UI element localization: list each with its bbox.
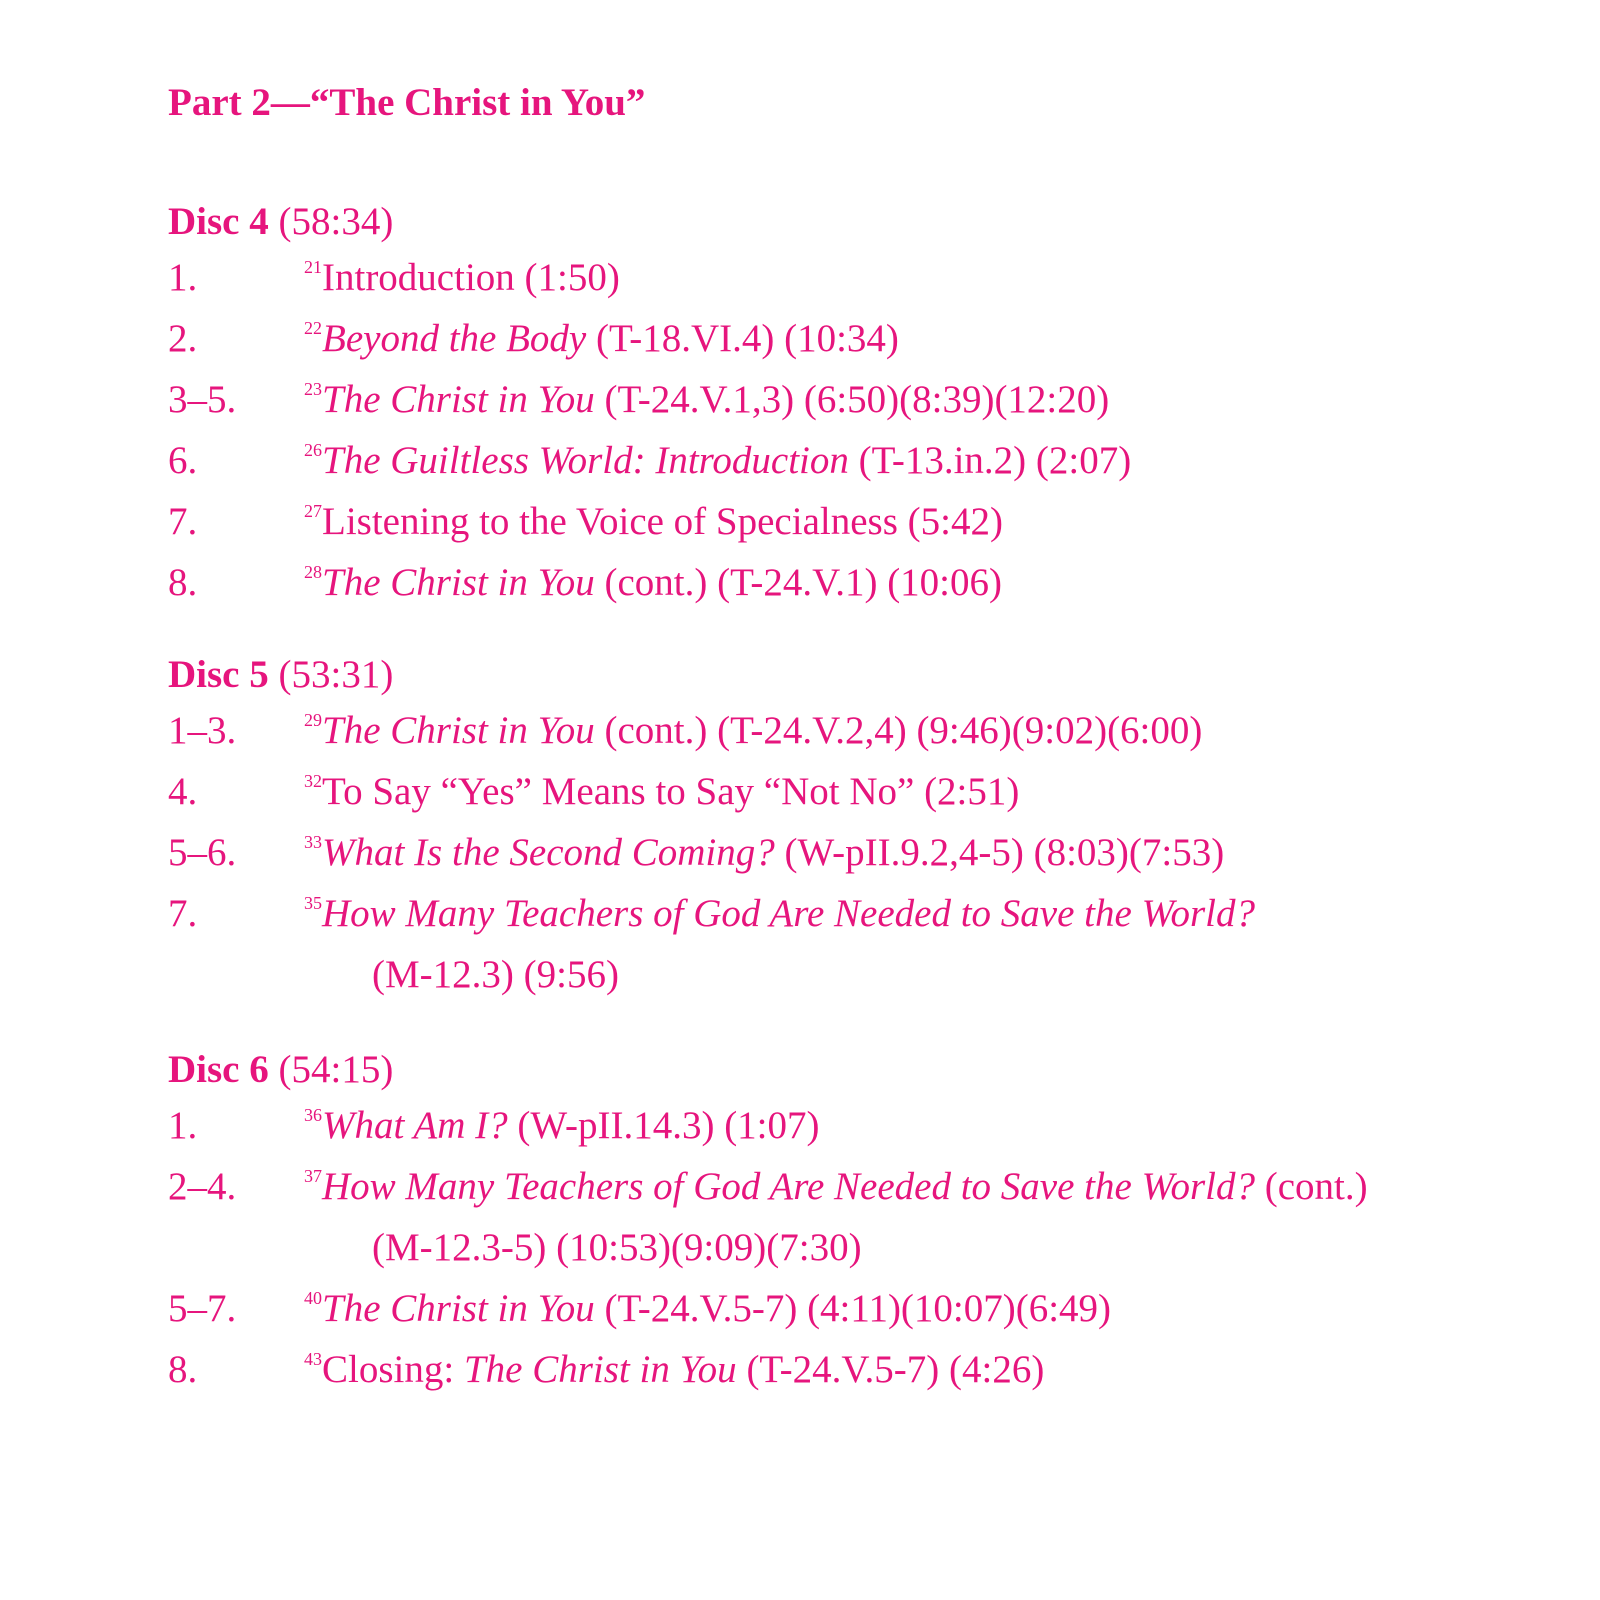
track-entry bbox=[304, 552, 1002, 620]
disc-duration: (53:31) bbox=[278, 653, 394, 696]
track-row bbox=[168, 369, 1568, 430]
track-row bbox=[168, 247, 1568, 308]
reference-number: 32 bbox=[304, 771, 322, 791]
track-number: 1. bbox=[168, 256, 198, 299]
track-entry bbox=[304, 369, 1109, 437]
reference-number: 43 bbox=[304, 1349, 322, 1369]
track-title-italic: What Is the Second Coming? bbox=[322, 831, 775, 874]
track-row bbox=[168, 308, 1568, 369]
reference-number: 37 bbox=[304, 1166, 322, 1186]
reference-number: 28 bbox=[304, 562, 322, 582]
track-number: 5–7. bbox=[168, 1287, 237, 1330]
disc-header bbox=[168, 1045, 1568, 1095]
track-text: To Say “Yes” Means to Say “Not No” (2:51) bbox=[322, 770, 1020, 813]
track-title-italic: The Guiltless World: Introduction bbox=[322, 439, 849, 482]
disc-label: Disc 6 bbox=[168, 1048, 269, 1091]
track-entry bbox=[304, 430, 1131, 498]
disc-5-section bbox=[168, 650, 1568, 1005]
track-entry bbox=[304, 1095, 820, 1163]
track-title-italic: The Christ in You bbox=[322, 1287, 595, 1330]
reference-number: 36 bbox=[304, 1105, 322, 1125]
disc-4-section bbox=[168, 197, 1568, 613]
track-number: 7. bbox=[168, 892, 198, 935]
track-number: 8. bbox=[168, 561, 198, 604]
track-row bbox=[168, 491, 1568, 552]
track-text: (T-24.V.1,3) (6:50)(8:39)(12:20) bbox=[594, 378, 1110, 421]
track-entry bbox=[304, 1278, 1111, 1346]
track-row bbox=[168, 761, 1568, 822]
reference-number: 27 bbox=[304, 501, 322, 521]
track-title-italic: The Christ in You bbox=[322, 561, 595, 604]
track-row bbox=[168, 1339, 1568, 1400]
track-row bbox=[168, 883, 1568, 944]
track-number: 4. bbox=[168, 770, 198, 813]
track-title-italic: The Christ in You bbox=[463, 1348, 737, 1391]
track-title-italic: Beyond the Body bbox=[322, 317, 587, 360]
track-row bbox=[168, 552, 1568, 613]
disc-label: Disc 5 bbox=[168, 653, 269, 696]
track-entry bbox=[304, 822, 1224, 890]
reference-number: 33 bbox=[304, 832, 322, 852]
track-entry bbox=[304, 761, 1019, 829]
track-entry bbox=[304, 308, 899, 376]
track-text: (T-24.V.5-7) (4:26) bbox=[736, 1348, 1045, 1391]
track-row bbox=[168, 822, 1568, 883]
track-number: 7. bbox=[168, 500, 198, 543]
track-entry bbox=[304, 247, 620, 315]
disc-6-section bbox=[168, 1045, 1568, 1400]
track-text: (cont.) bbox=[1255, 1165, 1368, 1208]
track-title-italic: The Christ in You bbox=[322, 709, 595, 752]
disc-header bbox=[168, 197, 1568, 247]
track-entry bbox=[304, 700, 1202, 768]
track-row bbox=[168, 1156, 1568, 1217]
disc-duration: (54:15) bbox=[278, 1048, 394, 1091]
track-text: Introduction (1:50) bbox=[322, 256, 620, 299]
track-number: 5–6. bbox=[168, 831, 237, 874]
reference-number: 29 bbox=[304, 710, 322, 730]
part-title: Part 2—“The Christ in You” bbox=[168, 81, 646, 124]
track-number: 1. bbox=[168, 1104, 198, 1147]
track-title-italic: How Many Teachers of God Are Needed to Save the World? bbox=[322, 892, 1255, 935]
track-number: 6. bbox=[168, 439, 198, 482]
reference-number: 40 bbox=[304, 1288, 322, 1308]
track-text: (T-24.V.5-7) (4:11)(10:07)(6:49) bbox=[594, 1287, 1112, 1330]
track-text: (W-pII.9.2,4-5) (8:03)(7:53) bbox=[774, 831, 1225, 874]
disc-header bbox=[168, 650, 1568, 700]
track-title-italic: What Am I? bbox=[322, 1104, 508, 1147]
reference-number: 26 bbox=[304, 440, 322, 460]
reference-number: 35 bbox=[304, 893, 322, 913]
track-continuation: (M-12.3) (9:56) bbox=[372, 953, 619, 996]
track-title-italic: The Christ in You bbox=[322, 378, 595, 421]
track-text: (T-13.in.2) (2:07) bbox=[848, 439, 1132, 482]
track-number: 2–4. bbox=[168, 1165, 237, 1208]
track-text: (T-18.VI.4) (10:34) bbox=[586, 317, 899, 360]
reference-number: 21 bbox=[304, 257, 322, 277]
track-row bbox=[168, 700, 1568, 761]
track-entry bbox=[304, 883, 1255, 951]
track-number: 1–3. bbox=[168, 709, 237, 752]
track-number: 8. bbox=[168, 1348, 198, 1391]
track-number: 3–5. bbox=[168, 378, 237, 421]
track-continuation: (M-12.3-5) (10:53)(9:09)(7:30) bbox=[372, 1226, 862, 1269]
reference-number: 23 bbox=[304, 379, 322, 399]
track-entry bbox=[304, 1339, 1044, 1407]
disc-label: Disc 4 bbox=[168, 200, 269, 243]
track-prefix: Closing: bbox=[322, 1348, 464, 1391]
track-title-italic: How Many Teachers of God Are Needed to Save the World? bbox=[322, 1165, 1255, 1208]
track-row bbox=[168, 430, 1568, 491]
track-text: (W-pII.14.3) (1:07) bbox=[507, 1104, 820, 1147]
track-row bbox=[168, 1278, 1568, 1339]
track-row bbox=[168, 1095, 1568, 1156]
track-text: (cont.) (T-24.V.1) (10:06) bbox=[594, 561, 1003, 604]
track-number: 2. bbox=[168, 317, 198, 360]
reference-number: 22 bbox=[304, 318, 322, 338]
track-entry bbox=[304, 491, 1003, 559]
track-text: Listening to the Voice of Specialness (5:42) bbox=[322, 500, 1003, 543]
disc-duration: (58:34) bbox=[278, 200, 394, 243]
track-text: (cont.) (T-24.V.2,4) (9:46)(9:02)(6:00) bbox=[594, 709, 1203, 752]
track-entry bbox=[304, 1156, 1368, 1224]
